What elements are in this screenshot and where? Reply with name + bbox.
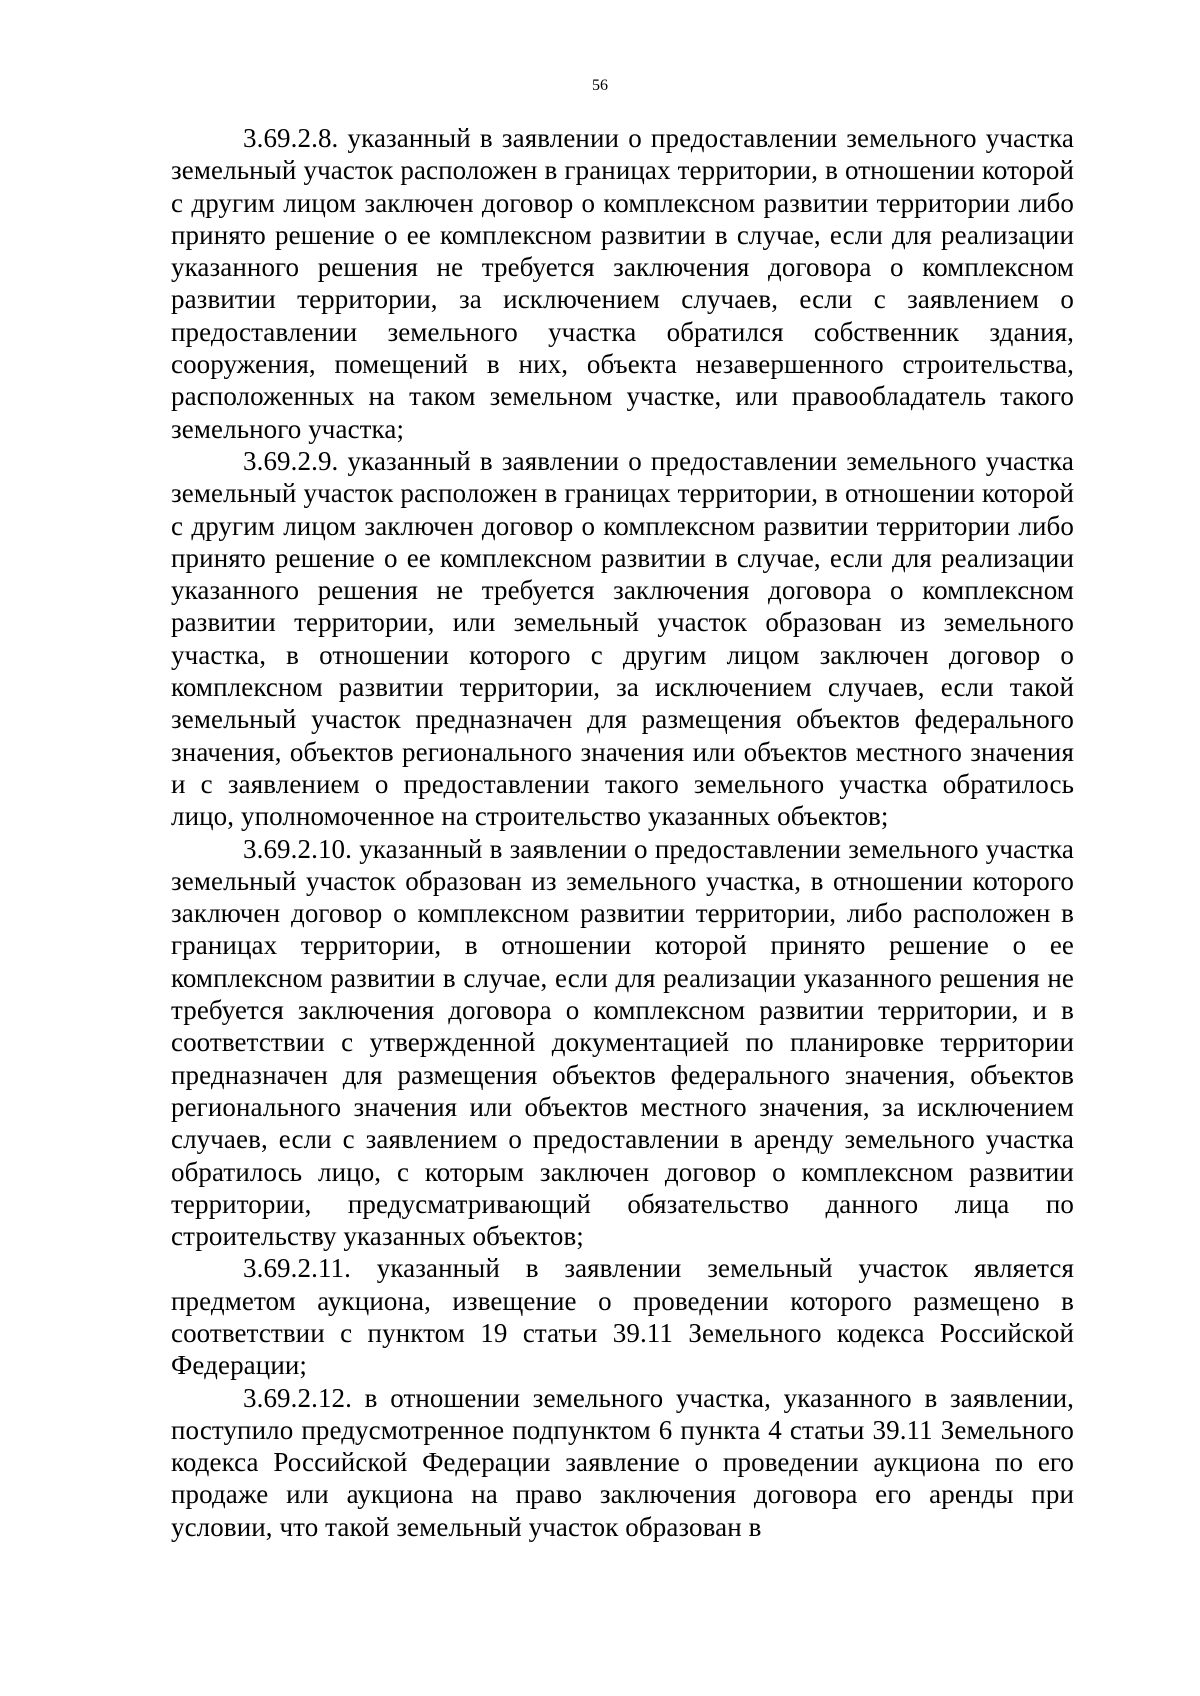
paragraph-3-69-2-8: 3.69.2.8. указанный в заявлении о предоставлении земельного участка земельный участок расположен в границах территории, в отношении которой с другим лицом заключен договор о комплексном развитии территории либо принято решение о ее комплексном развитии в случае, если для реализации указанного решения не требуется заключения договора о комплексном развитии территории, за исключением случаев, если с заявлением о предоставлении земельного участка обратился собственник здания, сооружения, помещений в них, объекта незавершенного строительства, расположенных на таком земельном участке, или правообладатель такого земельного участка; (171, 123, 1074, 444)
page-number: 56 (592, 77, 608, 94)
paragraph-3-69-2-12: 3.69.2.12. в отношении земельного участка, указанного в заявлении, поступило предусмотренное подпунктом 6 пункта 4 статьи 39.11 Земельного кодекса Российской Федерации заявление о проведении аукциона по его продаже или аукциона на право заключения договора его аренды при условии, что такой земельный участок образован в (171, 1382, 1074, 1542)
paragraph-3-69-2-9: 3.69.2.9. указанный в заявлении о предоставлении земельного участка земельный участок расположен в границах территории, в отношении которой с другим лицом заключен договор о комплексном развитии территории либо принято решение о ее комплексном развитии в случае, если для реализации указанного решения не требуется заключения договора о комплексном развитии территории, или земельный участок образован из земельного участка, в отношении которого с другим лицом заключен договор о комплексном развитии территории, за исключением случаев, если такой земельный участок предназначен для размещения объектов федерального значения, объектов регионального значения или объектов местного значения и с заявлением о предоставлении такого земельного участка обратилось лицо, уполномоченное на строительство указанных объектов; (171, 445, 1074, 832)
document-body (171, 122, 1074, 1543)
paragraph-3-69-2-11: 3.69.2.11. указанный в заявлении земельный участок является предметом аукциона, извещение о проведении которого размещено в соответствии с пунктом 19 статьи 39.11 Земельного кодекса Российской Федерации; (171, 1253, 1074, 1381)
paragraph-3-69-2-10: 3.69.2.10. указанный в заявлении о предоставлении земельного участка земельный участок образован из земельного участка, в отношении которого заключен договор о комплексном развитии территории, либо расположен в границах территории, в отношении которой принято решение о ее комплексном развитии в случае, если для реализации указанного решения не требуется заключения договора о комплексном развитии территории, и в соответствии с утвержденной документацией по планировке территории предназначен для размещения объектов федерального значения, объектов регионального значения или объектов местного значения, за исключением случаев, если с заявлением о предоставлении в аренду земельного участка обратилось лицо, с которым заключен договор о комплексном развитии территории, предусматривающий обязательство данного лица по строительству указанных объектов; (171, 833, 1074, 1252)
